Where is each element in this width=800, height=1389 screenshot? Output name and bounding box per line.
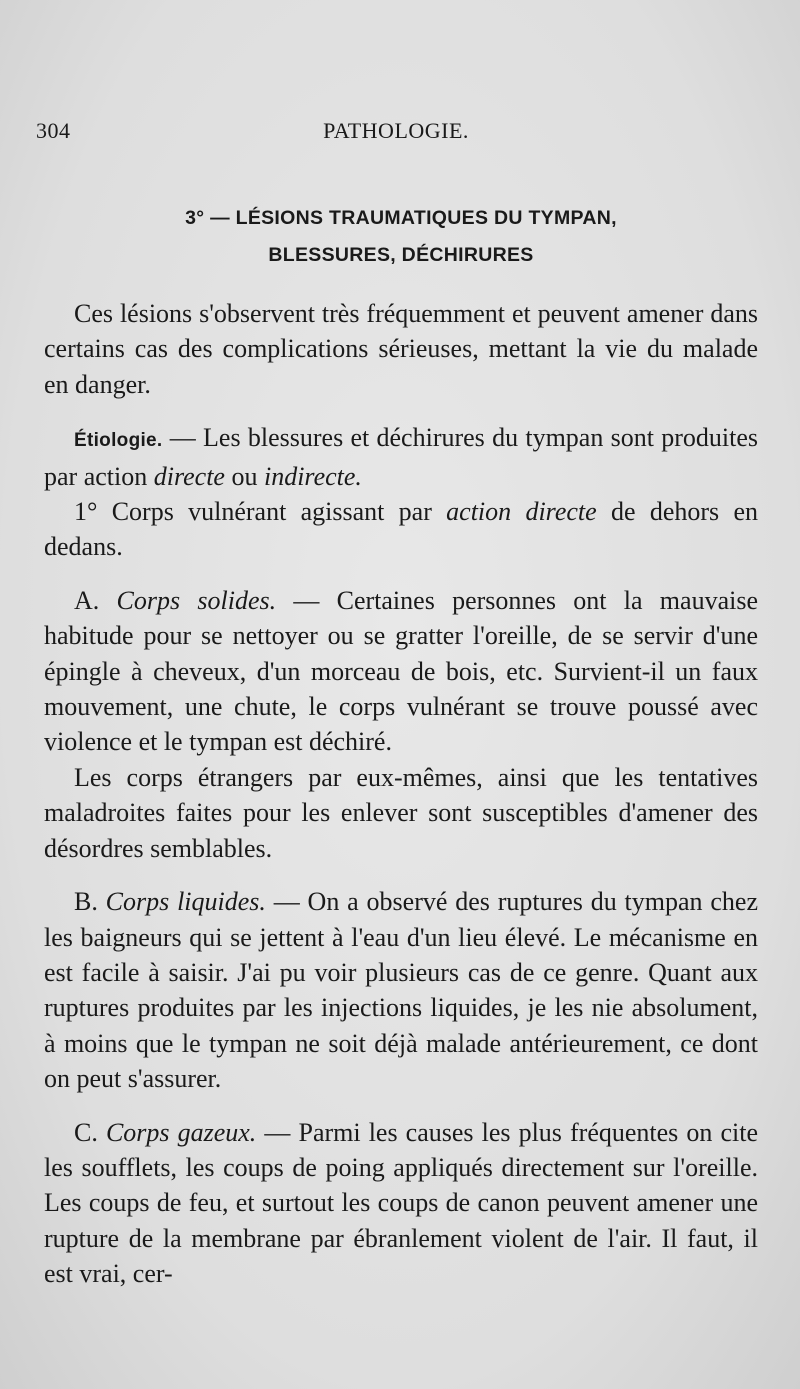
section-title-line-1: 3° — LÉSIONS TRAUMATIQUES DU TYMPAN,: [185, 207, 617, 229]
paragraph-a2: Les corps étrangers par eux-mêmes, ainsi que les tentatives maladroites faites pour les enlever sont susceptibles d'amener des désordres semblables.: [44, 762, 758, 863]
etiologie-label: Étiologie.: [74, 430, 163, 452]
page-number: 304: [36, 118, 71, 143]
section-title: [46, 200, 756, 274]
paragraph-intro: Ces lésions s'observent très fréquemment et peuvent amener dans certains cas des complications sérieuses, mettant la vie du malade en danger.: [44, 299, 758, 399]
point1-text-b: de dehors en dedans.: [44, 497, 758, 562]
c-heading: Corps gazeux.: [105, 1117, 257, 1147]
b-letter: B.: [74, 887, 106, 917]
etiologie-text-a: — Les blessures et déchirures du tympan sont produites par action: [44, 423, 758, 491]
paragraph-c: [44, 1115, 758, 1292]
paragraph-a: [44, 583, 758, 760]
a-heading: Corps solides.: [116, 585, 277, 615]
b-heading: Corps liquides.: [105, 887, 266, 917]
paragraph-etiologie: [44, 420, 758, 494]
point1-text-a: 1° Corps vulnérant agissant par: [74, 497, 447, 527]
b-text: — On a observé des ruptures du tympan chez les baigneurs qui se jettent à l'eau d'un lieu élevé. Le mécanisme en est facile à saisir. J'ai pu voir plusieurs cas de ce genre. Quant aux ruptures produites par les injections liquides, je les nie absolument, à moins que le tympan ne soit déjà malade antérieurement, ce dont on peut s'assurer.: [44, 887, 758, 1094]
point1-em: action directe: [446, 497, 597, 527]
running-head: PATHOLOGIE.: [323, 118, 469, 143]
page-header: [36, 118, 756, 148]
section-title-line-2: BLESSURES, DÉCHIRURES: [268, 244, 534, 266]
c-letter: C.: [74, 1117, 106, 1147]
etiologie-em-directe: directe: [153, 461, 225, 491]
etiologie-text-b: ou: [224, 461, 264, 491]
a-text: — Certaines personnes ont la mauvaise habitude pour se nettoyer ou se gratter l'oreille, de se servir d'une épingle à cheveux, d'un morceau de bois, etc. Survient-il un faux mouvement, une chute, le corps vulnérant se trouve poussé avec violence et le tympan est déchiré.: [44, 585, 758, 757]
a-letter: A.: [74, 585, 117, 615]
c-text: — Parmi les causes les plus fréquentes on cite les soufflets, les coups de poing appliqués directement sur l'oreille. Les coups de feu, et surtout les coups de canon peuvent amener une rupture de la membrane par ébranlement violent de l'air. Il faut, il est vrai, cer-: [44, 1117, 759, 1289]
etiologie-em-indirecte: indirecte.: [263, 461, 362, 491]
page-body: [44, 296, 758, 1292]
paragraph-b: [44, 884, 758, 1096]
paragraph-point-1: [44, 494, 758, 565]
